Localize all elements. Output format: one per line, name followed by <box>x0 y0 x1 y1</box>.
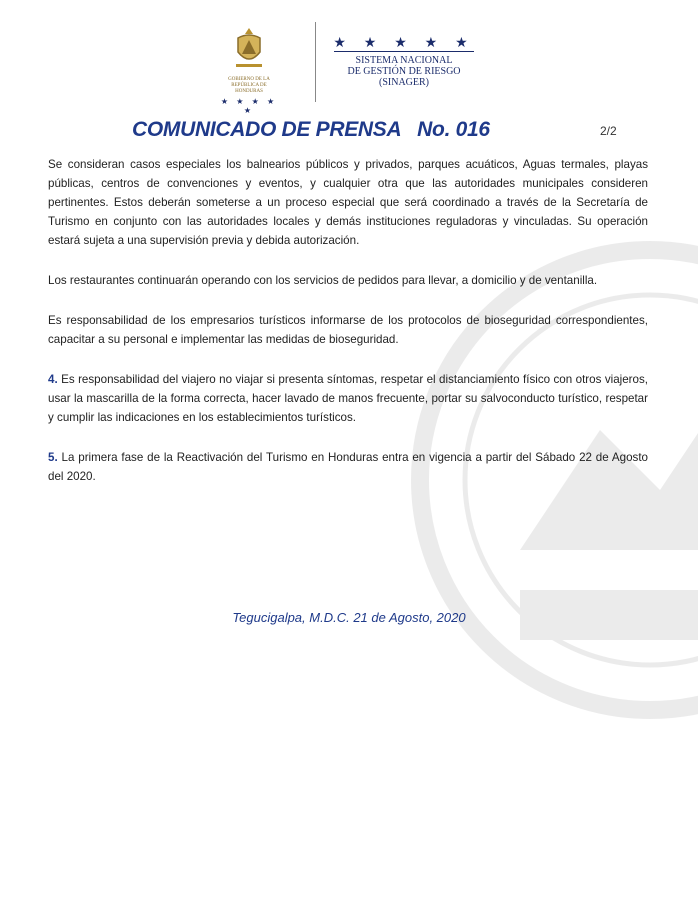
document-body <box>48 155 648 507</box>
coat-of-arms-logo <box>218 26 280 115</box>
paragraph-2: Los restaurantes continuarán operando con los servicios de pedidos para llevar, a domicilio y de ventanilla. <box>48 274 598 287</box>
header-divider <box>315 22 316 102</box>
coat-of-arms-stars: ★ ★ ★ ★ ★ <box>220 97 278 115</box>
paragraph-5 <box>48 448 648 486</box>
coat-of-arms-icon <box>232 26 266 70</box>
title-row <box>0 118 698 148</box>
sinager-line-2: DE GESTIÓN DE RIESGO <box>347 66 461 77</box>
sinager-line-1: SISTEMA NACIONAL <box>355 55 453 66</box>
page-number: 2/2 <box>600 124 617 138</box>
paragraph-5-number: 5. <box>48 451 58 464</box>
sinager-rule <box>334 51 474 52</box>
paragraph-4-number: 4. <box>48 373 58 386</box>
sinager-line-3: (SINAGER) <box>379 77 429 88</box>
sinager-logo <box>330 34 478 88</box>
paragraph-4 <box>48 370 648 427</box>
sinager-stars: ★ ★ ★ ★ ★ <box>333 34 475 50</box>
paragraph-5-text: La primera fase de la Reactivación del Turismo en Honduras entra en vigencia a partir del Sábado 22 de Agosto del 2020. <box>48 451 648 483</box>
paragraph-1: Se consideran casos especiales los balnearios públicos y privados, parques acuáticos, Aguas termales, playas públicas, centros de convenciones y eventos, y cualquier otra que las autoridades municipales consideren pertinentes. Estos deberán someterse a un proceso especial que será coordinado a través de la Secretaría de Turismo en conjunto con las autoridades locales y demás instituciones reguladoras y vinculadas. Su operación estará sujeta a una supervisión previa y debida autorización. <box>48 158 648 247</box>
page-title: COMUNICADO DE PRENSA No. 016 <box>132 118 490 141</box>
coat-of-arms-caption: GOBIERNO DE LA REPÚBLICA DE HONDURAS <box>228 77 270 94</box>
letterhead <box>0 8 698 115</box>
paragraph-3: Es responsabilidad de los empresarios turísticos informarse de los protocolos de bioseguridad correspondientes, capacitar a su personal e implementar las medidas de bioseguridad. <box>48 314 648 346</box>
closing-dateline: Tegucigalpa, M.D.C. 21 de Agosto, 2020 <box>232 610 466 625</box>
paragraph-4-text: Es responsabilidad del viajero no viajar si presenta síntomas, respetar el distanciamiento físico con otros viajeros, usar la mascarilla de la forma correcta, hacer lavado de manos frecuente, portar su salvoconducto turístico, respetar y cumplir las indicaciones en los establecimientos turísticos. <box>48 373 648 424</box>
